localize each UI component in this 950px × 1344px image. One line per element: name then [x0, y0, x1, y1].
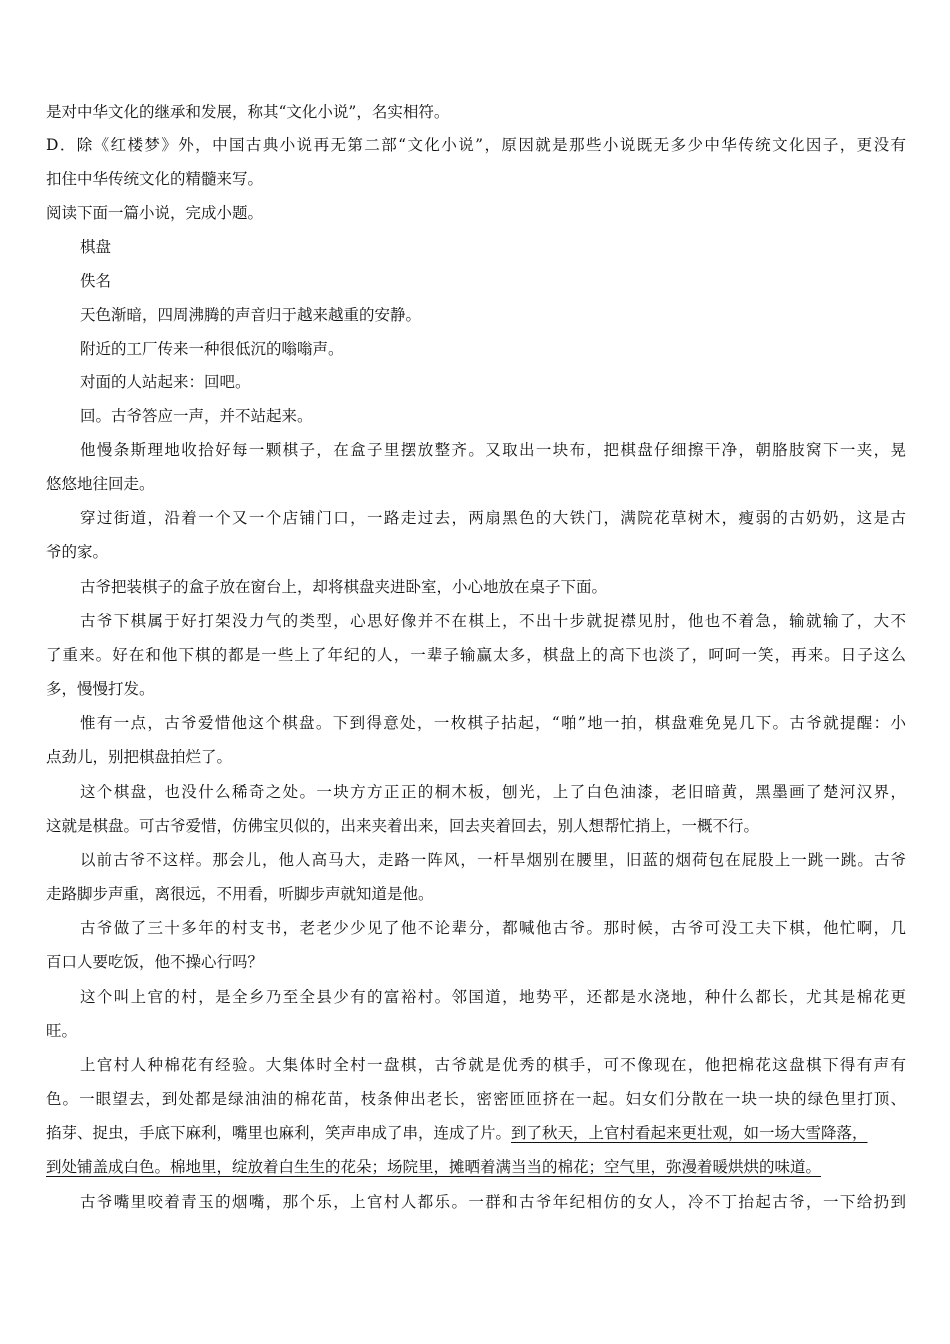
instruction-line: 阅读下面一篇小说，完成小题。 [46, 204, 264, 222]
paragraph-line: 色。一眼望去，到处都是绿油油的棉花苗，枝条伸出老长，密密匝匝挤在一起。妇女们分散在一块一块的绿色里打顶、 [46, 1090, 906, 1108]
paragraph-line: 这个叫上官的村，是全乡乃至全县少有的富裕村。邻国道，地势平，还都是水浇地，种什么都长，尤其是棉花更 [80, 988, 906, 1006]
paragraph-line: 点劲儿，别把棋盘拍烂了。 [46, 748, 233, 766]
paragraph-line: 回。古爷答应一声，并不站起来。 [80, 407, 313, 425]
underlined-sentence: 到了秋天，上官村看起来更壮观，如一场大雪降落， [511, 1124, 868, 1142]
text-line: 扣住中华传统文化的精髓来写。 [46, 170, 264, 188]
paragraph-line: 爷的家。 [46, 543, 109, 561]
paragraph-line: 走路脚步声重，离很远，不用看，听脚步声就知道是他。 [46, 885, 434, 903]
paragraph-line: 附近的工厂传来一种很低沉的嗡嗡声。 [80, 340, 344, 358]
story-title: 棋盘 [80, 238, 112, 256]
paragraph-line: 他慢条斯理地收拾好每一颗棋子，在盒子里摆放整齐。又取出一块布，把棋盘仔细擦干净，朝胳肢窝下一夹，晃 [80, 441, 906, 459]
paragraph-line: 古爷把装棋子的盒子放在窗台上，却将棋盘夹进卧室，小心地放在桌子下面。 [80, 578, 608, 596]
paragraph-line: 这就是棋盘。可古爷爱惜，仿佛宝贝似的，出来夹着出来，回去夹着回去，别人想帮忙捎上，一概不行。 [46, 817, 760, 835]
paragraph-line: 惟有一点，古爷爱惜他这个棋盘。下到得意处，一枚棋子拈起，“啪”地一拍，棋盘难免晃几下。古爷就提醒：小 [80, 714, 906, 732]
paragraph-line: 古爷下棋属于好打架没力气的类型，心思好像并不在棋上，不出十步就捉襟见肘，他也不着急，输就输了，大不 [80, 612, 906, 630]
paragraph-line: 悠悠地往回走。 [46, 475, 155, 493]
paragraph-line: 上官村人种棉花有经验。大集体时全村一盘棋，古爷就是优秀的棋手，可不像现在，他把棉花这盘棋下得有声有 [80, 1056, 906, 1074]
option-d-line: D．除《红楼梦》外，中国古典小说再无第二部“文化小说”，原因就是那些小说既无多少中华传统文化因子，更没有 [46, 136, 906, 154]
paragraph-line: 以前古爷不这样。那会儿，他人高马大，走路一阵风，一杆旱烟别在腰里，旧蓝的烟荷包在屁股上一跳一跳。古爷 [80, 851, 906, 869]
story-author: 佚名 [80, 272, 112, 290]
paragraph-line: 古爷做了三十多年的村支书，老老少少见了他不论辈分，都喊他古爷。那时候，古爷可没工夫下棋，他忙啊，几 [80, 919, 906, 937]
paragraph-line: 古爷嘴里咬着青玉的烟嘴，那个乐，上官村人都乐。一群和古爷年纪相仿的女人，冷不丁抬起古爷，一下给扔到 [80, 1193, 906, 1211]
paragraph-line: 天色渐暗，四周沸腾的声音归于越来越重的安静。 [80, 306, 422, 324]
paragraph-line: 穿过街道，沿着一个又一个店铺门口，一路走过去，两扇黑色的大铁门，满院花草树木，瘦弱的古奶奶，这是古 [80, 509, 906, 527]
underlined-sentence: 到处铺盖成白色。棉地里，绽放着白生生的花朵；场院里，摊晒着满当当的棉花；空气里，弥漫着暖烘烘的味道。 [46, 1158, 822, 1176]
paragraph-line: 了重来。好在和他下棋的都是一些上了年纪的人，一辈子输赢太多，棋盘上的高下也淡了，呵呵一笑，再来。日子这么 [46, 646, 906, 664]
paragraph-line: 百口人要吃饭，他不操心行吗？ [46, 953, 264, 971]
paragraph-line: 这个棋盘，也没什么稀奇之处。一块方方正正的桐木板，刨光，上了白色油漆，老旧暗黄，黑墨画了楚河汉界， [80, 783, 906, 801]
paragraph-line: 对面的人站起来：回吧。 [80, 373, 251, 391]
paragraph-line-text: 掐芽、捉虫，手底下麻利，嘴里也麻利，笑声串成了串，连成了片。 [46, 1124, 512, 1142]
paragraph-line: 旺。 [46, 1022, 78, 1040]
paragraph-line [46, 1122, 906, 1144]
paragraph-line: 多，慢慢打发。 [46, 680, 155, 698]
text-line: 是对中华文化的继承和发展，称其“文化小说”，名实相符。 [46, 103, 450, 121]
